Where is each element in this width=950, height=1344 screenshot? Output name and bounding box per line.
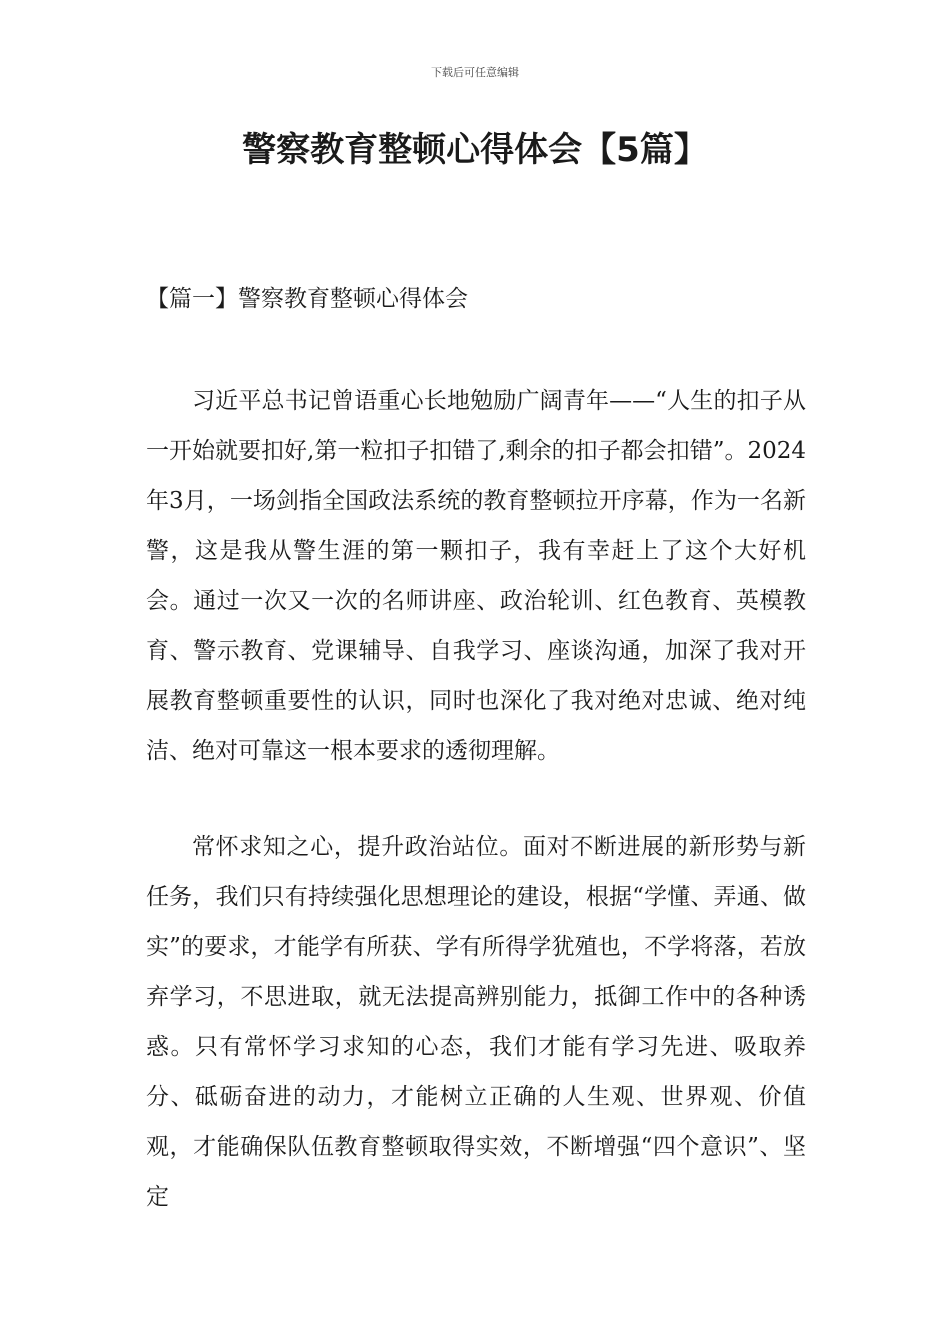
section-heading: 【篇一】警察教育整顿心得体会	[146, 286, 468, 312]
body-paragraph: 习近平总书记曾语重心长地勉励广阔青年——“人生的扣子从一开始就要扣好,第一粒扣子扣错了,剩余的扣子都会扣错”。2024年3月，一场剑指全国政法系统的教育整顿拉开序幕，作为一名新警，这是我从警生涯的第一颗扣子，我有幸赶上了这个大好机会。通过一次又一次的名师讲座、政治轮训、红色教育、英模教育、警示教育、党课辅导、自我学习、座谈沟通，加深了我对开展教育整顿重要性的认识，同时也深化了我对绝对忠诚、绝对纯洁、绝对可靠这一根本要求的透彻理解。	[146, 388, 806, 764]
body-paragraph: 常怀求知之心，提升政治站位。面对不断进展的新形势与新任务，我们只有持续强化思想理论的建设，根据“学懂、弄通、做实”的要求，才能学有所获、学有所得学犹殖也，不学将落，若放弃学习，不思进取，就无法提高辨别能力，抵御工作中的各种诱惑。只有常怀学习求知的心态，我们才能有学习先进、吸取养分、砥砺奋进的动力，才能树立正确的人生观、世界观、价值观，才能确保队伍教育整顿取得实效，不断增强“四个意识”、坚定	[146, 834, 806, 1210]
header-note: 下载后可任意编辑	[431, 66, 519, 79]
document-title: 警察教育整顿心得体会【5篇】	[242, 130, 708, 170]
